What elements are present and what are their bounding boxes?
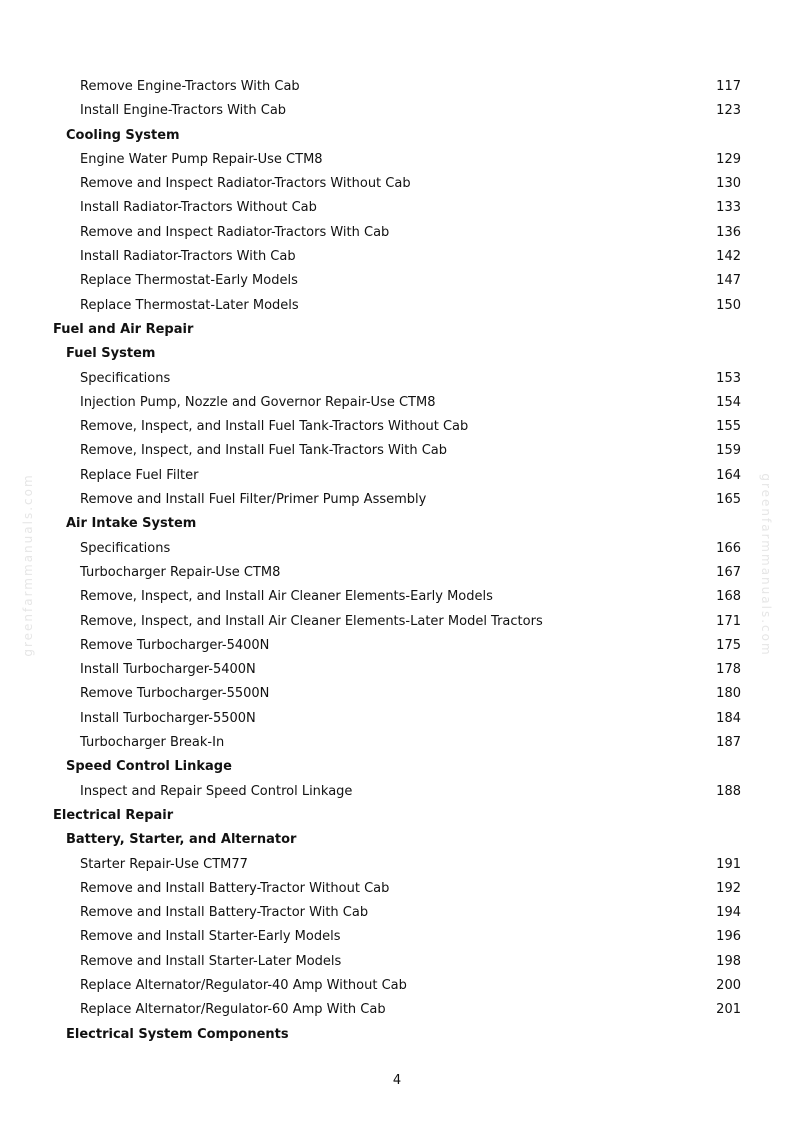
- toc-entry-page: 194: [716, 905, 741, 921]
- toc-entry[interactable]: [0, 974, 794, 998]
- toc-entry-page: 168: [716, 589, 741, 605]
- toc-entry[interactable]: [0, 658, 794, 682]
- toc-entry-title: Remove, Inspect, and Install Fuel Tank-Tractors With Cab: [80, 443, 447, 459]
- toc-entry-title: Install Engine-Tractors With Cab: [80, 103, 287, 119]
- toc-entry-title: Remove Turbocharger-5500N: [80, 686, 270, 702]
- toc-entry-page: 130: [716, 176, 741, 192]
- toc-entry-title: Fuel and Air Repair: [53, 321, 194, 337]
- toc-entry[interactable]: [0, 853, 794, 877]
- toc-entry-page: 142: [716, 249, 741, 265]
- toc-entry-page: 153: [716, 370, 741, 386]
- toc-entry-title: Injection Pump, Nozzle and Governor Repair-Use CTM8: [80, 394, 436, 410]
- toc-entry-title: Turbocharger Break-In: [80, 735, 225, 751]
- toc-section-heading[interactable]: [0, 828, 794, 852]
- toc-entry[interactable]: [0, 561, 794, 585]
- toc-entry-title: Turbocharger Repair-Use CTM8: [80, 564, 281, 580]
- toc-entry-page: 184: [716, 710, 741, 726]
- toc-entry[interactable]: [0, 731, 794, 755]
- toc-entry[interactable]: [0, 269, 794, 293]
- toc-entry-page: 117: [716, 79, 741, 94]
- toc-entry[interactable]: [0, 439, 794, 463]
- toc-entry[interactable]: [0, 998, 794, 1022]
- toc-entry-page: 154: [716, 394, 741, 410]
- toc-entry[interactable]: [0, 245, 794, 269]
- toc-entry-title: Inspect and Repair Speed Control Linkage: [80, 783, 353, 799]
- toc-entry[interactable]: [0, 537, 794, 561]
- toc-entry-page: 200: [716, 977, 741, 993]
- toc-entry-title: Battery, Starter, and Alternator: [66, 832, 297, 848]
- toc-group-heading[interactable]: [0, 318, 794, 342]
- toc-entry[interactable]: [0, 925, 794, 949]
- toc-entry-title: Cooling System: [66, 127, 180, 143]
- toc-entry-title: Replace Alternator/Regulator-40 Amp Without Cab: [80, 977, 407, 993]
- toc-entry-title: Air Intake System: [66, 516, 197, 532]
- toc-entry-page: 171: [716, 613, 741, 629]
- toc-entry[interactable]: [0, 780, 794, 804]
- toc-entry-page: 175: [716, 637, 741, 653]
- toc-entry[interactable]: [0, 294, 794, 318]
- toc-entry[interactable]: [0, 391, 794, 415]
- toc-entry-title: Install Turbocharger-5500N: [80, 710, 256, 726]
- toc-entry-page: 133: [716, 200, 741, 216]
- toc-entry-title: Speed Control Linkage: [66, 759, 232, 775]
- toc-entry[interactable]: [0, 148, 794, 172]
- toc-entry-page: 165: [716, 492, 741, 508]
- toc-entry-title: Remove and Inspect Radiator-Tractors Without Cab: [80, 176, 411, 192]
- toc-entry[interactable]: [0, 172, 794, 196]
- toc-entry-page: 178: [716, 662, 741, 678]
- toc-entry-title: Replace Fuel Filter: [80, 467, 199, 483]
- toc-entry-page: 164: [716, 467, 741, 483]
- toc-entry-title: Starter Repair-Use CTM77: [80, 856, 248, 872]
- table-of-contents: [0, 75, 794, 1047]
- toc-entry-page: 123: [716, 103, 741, 119]
- toc-entry-title: Replace Alternator/Regulator-60 Amp With Cab: [80, 1002, 386, 1018]
- toc-entry[interactable]: [0, 877, 794, 901]
- toc-entry-title: Remove Engine-Tractors With Cab: [80, 79, 300, 94]
- toc-entry-title: Remove and Install Starter-Early Models: [80, 929, 341, 945]
- toc-entry-page: 136: [716, 224, 741, 240]
- toc-entry-title: Remove Turbocharger-5400N: [80, 637, 270, 653]
- toc-entry-page: 147: [716, 273, 741, 289]
- toc-entry-page: 191: [716, 856, 741, 872]
- toc-entry-title: Remove and Install Battery-Tractor With Cab: [80, 905, 369, 921]
- toc-entry[interactable]: [0, 196, 794, 220]
- toc-entry[interactable]: [0, 634, 794, 658]
- toc-entry-title: Remove, Inspect, and Install Air Cleaner Elements-Later Model Tractors: [80, 613, 543, 629]
- toc-entry-title: Install Radiator-Tractors With Cab: [80, 249, 296, 265]
- toc-entry-title: Remove and Inspect Radiator-Tractors With Cab: [80, 224, 390, 240]
- toc-entry-title: Replace Thermostat-Early Models: [80, 273, 298, 289]
- toc-section-heading[interactable]: [0, 512, 794, 536]
- toc-entry-page: 187: [716, 735, 741, 751]
- toc-entry-title: Engine Water Pump Repair-Use CTM8: [80, 151, 323, 167]
- toc-entry-title: Fuel System: [66, 346, 156, 362]
- toc-entry-title: Install Radiator-Tractors Without Cab: [80, 200, 317, 216]
- toc-entry-title: Remove and Install Fuel Filter/Primer Pump Assembly: [80, 492, 427, 508]
- watermark-right: greenfarmmanuals.com: [759, 473, 773, 657]
- toc-entry-page: 198: [716, 953, 741, 969]
- toc-entry-title: Install Turbocharger-5400N: [80, 662, 256, 678]
- toc-entry[interactable]: [0, 901, 794, 925]
- toc-entry[interactable]: [0, 367, 794, 391]
- toc-entry[interactable]: [0, 682, 794, 706]
- toc-entry[interactable]: [0, 950, 794, 974]
- toc-entry[interactable]: [0, 99, 794, 123]
- toc-entry-title: Electrical System Components: [66, 1026, 289, 1042]
- toc-entry-page: 192: [716, 880, 741, 896]
- toc-entry-title: Remove, Inspect, and Install Fuel Tank-Tractors Without Cab: [80, 419, 469, 435]
- toc-section-heading[interactable]: [0, 342, 794, 366]
- toc-entry-page: 167: [716, 564, 741, 580]
- toc-section-heading[interactable]: [0, 124, 794, 148]
- toc-entry-page: 166: [716, 540, 741, 556]
- watermark-left: greenfarmmanuals.com: [21, 473, 35, 657]
- toc-section-heading[interactable]: [0, 1023, 794, 1047]
- toc-entry[interactable]: [0, 221, 794, 245]
- page-number: 4: [392, 1073, 402, 1088]
- toc-entry[interactable]: [0, 610, 794, 634]
- toc-entry-title: Remove and Install Battery-Tractor Without Cab: [80, 880, 390, 896]
- toc-entry-title: Replace Thermostat-Later Models: [80, 297, 299, 313]
- toc-entry-page: 150: [716, 297, 741, 313]
- toc-section-heading[interactable]: [0, 755, 794, 779]
- toc-entry-page: 155: [716, 419, 741, 435]
- toc-entry-page: 159: [716, 443, 741, 459]
- toc-entry-title: Specifications: [80, 540, 171, 556]
- toc-entry-page: 201: [716, 1002, 741, 1018]
- toc-entry-page: 196: [716, 929, 741, 945]
- toc-entry[interactable]: [0, 707, 794, 731]
- toc-entry-page: 180: [716, 686, 741, 702]
- toc-entry[interactable]: [0, 488, 794, 512]
- toc-entry[interactable]: [0, 464, 794, 488]
- toc-group-heading[interactable]: [0, 804, 794, 828]
- toc-entry-title: Specifications: [80, 370, 171, 386]
- toc-entry-title: Remove and Install Starter-Later Models: [80, 953, 342, 969]
- toc-entry[interactable]: [0, 415, 794, 439]
- toc-entry-title: Electrical Repair: [53, 807, 174, 823]
- toc-entry-title: Remove, Inspect, and Install Air Cleaner Elements-Early Models: [80, 589, 493, 605]
- toc-entry-page: 188: [716, 783, 741, 799]
- toc-entry-page: 129: [716, 151, 741, 167]
- toc-entry[interactable]: [0, 585, 794, 609]
- toc-entry[interactable]: [0, 75, 794, 99]
